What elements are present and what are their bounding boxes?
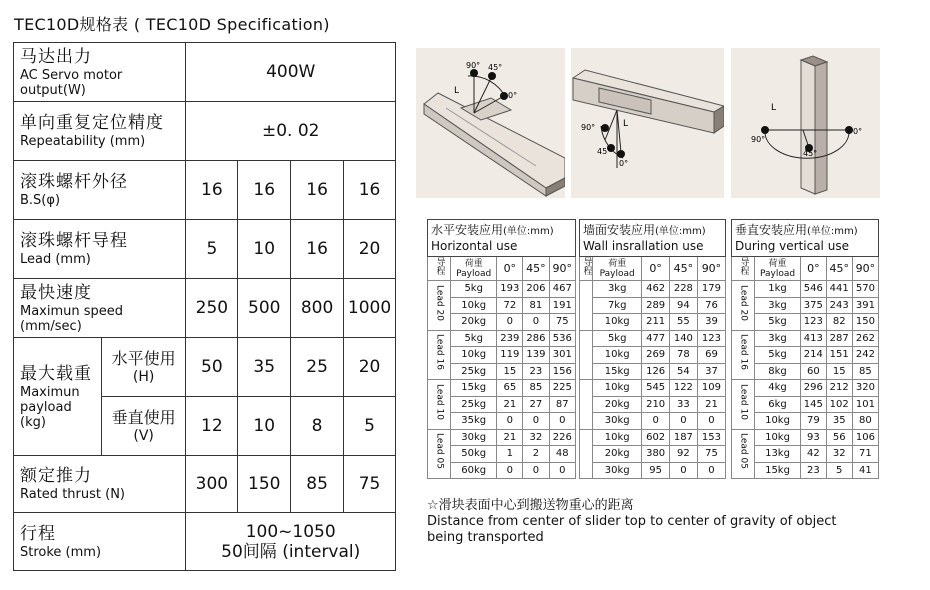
repeat-label-cn: 单向重复定位精度 <box>20 113 164 133</box>
table-unit: (单位:mm) <box>655 226 706 237</box>
distance-cell: 286 <box>523 330 549 347</box>
distance-cell: 27 <box>523 396 549 413</box>
payload-header-en: Payload <box>456 268 492 279</box>
payload-cell: 6kg <box>755 396 801 413</box>
payload-cell: 25kg <box>451 396 497 413</box>
payload-cell: 3kg <box>755 330 801 347</box>
payload-v-label: 垂直使用 <box>111 407 176 427</box>
distance-cell: 78 <box>669 347 697 364</box>
spec-row-payload-h <box>14 338 396 397</box>
table-title-cn: 垂直安装应用 <box>735 223 808 237</box>
distance-cell: 214 <box>801 347 827 364</box>
table-row <box>428 429 576 446</box>
bs-label-cn: 滚珠螺杆外径 <box>20 172 128 192</box>
payload-header-cn: 荷重 <box>464 258 483 269</box>
angle-0-label: 0° <box>853 127 863 136</box>
table-row <box>428 413 576 430</box>
page-title: TEC10D规格表 ( TEC10D Specification) <box>14 15 330 34</box>
distance-cell: 0 <box>497 314 523 331</box>
distance-note <box>427 498 836 546</box>
payload-cell: 1kg <box>755 281 801 298</box>
distance-cell: 0 <box>523 413 549 430</box>
distance-cell: 151 <box>826 347 852 364</box>
distance-cell: 80 <box>852 413 878 430</box>
table-row <box>580 347 726 364</box>
distance-cell: 145 <box>801 396 827 413</box>
stroke-interval: 50间隔 (interval) <box>221 541 361 562</box>
distance-cell: 139 <box>523 347 549 364</box>
distance-cell: 0 <box>697 462 725 479</box>
distance-cell: 41 <box>852 462 878 479</box>
distance-cell: 69 <box>697 347 725 364</box>
distance-cell: 262 <box>852 330 878 347</box>
table-row <box>580 314 726 331</box>
payload-h-value: 25 <box>291 338 344 397</box>
angle-90-label: 90° <box>581 123 596 132</box>
distance-cell: 0 <box>549 413 575 430</box>
vertical-mount-photo <box>731 48 880 198</box>
payload-cell: 5kg <box>451 330 497 347</box>
distance-cell: 23 <box>801 462 827 479</box>
payload-cell: 5kg <box>593 330 642 347</box>
table-row <box>428 281 576 298</box>
payload-cell: 5kg <box>451 281 497 298</box>
distance-cell: 0 <box>669 413 697 430</box>
table-row <box>732 380 879 397</box>
payload-cell: 5kg <box>755 347 801 364</box>
motor-label-cn: 马达出力 <box>20 46 92 67</box>
distance-cell: 21 <box>497 396 523 413</box>
distance-cell: 85 <box>852 363 878 380</box>
distance-cell: 153 <box>697 429 725 446</box>
payload-v-value: 8 <box>291 397 344 456</box>
table-title-en: Horizontal use <box>431 239 518 253</box>
table-row <box>732 347 879 364</box>
table-title-cn: 墙面安装应用 <box>583 223 656 237</box>
horizontal-mount-photo <box>416 48 565 198</box>
angle-90-header: 90° <box>697 257 725 281</box>
distance-cell: 0 <box>642 413 669 430</box>
table-row <box>580 396 726 413</box>
distance-cell: 602 <box>642 429 669 446</box>
motor-value: 400W <box>186 43 396 102</box>
distance-cell: 243 <box>826 297 852 314</box>
table-row <box>732 413 879 430</box>
table-row <box>428 297 576 314</box>
distance-cell: 106 <box>852 429 878 446</box>
table-unit: (单位:mm) <box>807 226 858 237</box>
distance-cell: 536 <box>549 330 575 347</box>
payload-h-en: (H) <box>132 368 155 385</box>
table-row <box>732 330 879 347</box>
payload-h-value: 50 <box>186 338 238 397</box>
distance-cell: 462 <box>642 281 669 298</box>
distance-cell: 0 <box>669 462 697 479</box>
bs-value: 16 <box>238 161 291 220</box>
lead-value: 10 <box>238 220 291 279</box>
table-row <box>428 314 576 331</box>
table-row <box>732 363 879 380</box>
table-row <box>580 363 726 380</box>
angle-90-header: 90° <box>549 257 575 281</box>
distance-cell: 32 <box>523 429 549 446</box>
stroke-label-en: Stroke (mm) <box>20 544 102 560</box>
distance-cell: 301 <box>549 347 575 364</box>
distance-cell: 21 <box>497 429 523 446</box>
angle-90-label: 90° <box>751 135 766 144</box>
payload-v-en: (V) <box>133 427 154 444</box>
distance-cell: 37 <box>697 363 725 380</box>
distance-cell: 33 <box>669 396 697 413</box>
distance-cell: 123 <box>697 330 725 347</box>
distance-cell: 5 <box>826 462 852 479</box>
spec-row-repeatability <box>14 102 396 161</box>
payload-v-value: 10 <box>238 397 291 456</box>
distance-cell: 570 <box>852 281 878 298</box>
table-title-cn: 水平安装应用 <box>431 223 504 237</box>
spec-table <box>13 42 396 571</box>
payload-h-value: 20 <box>344 338 396 397</box>
distance-cell: 79 <box>801 413 827 430</box>
distance-cell: 75 <box>549 314 575 331</box>
payload-h-value: 35 <box>238 338 291 397</box>
distance-cell: 242 <box>852 347 878 364</box>
lead-group-label: Lead 05 <box>738 433 749 470</box>
distance-l-label: L <box>771 103 777 113</box>
payload-header-en: Payload <box>759 268 796 279</box>
speed-label-en: Maximun speed (mm/sec) <box>20 303 124 334</box>
distance-cell: 545 <box>642 380 669 397</box>
table-row <box>428 347 576 364</box>
distance-cell: 0 <box>697 413 725 430</box>
repeat-label-en: Repeatability (mm) <box>20 134 146 149</box>
spec-row-bs <box>14 161 396 220</box>
thrust-label-en: Rated thrust (N) <box>20 487 125 502</box>
table-row <box>428 396 576 413</box>
speed-value: 500 <box>238 279 291 338</box>
lead-group-label: Lead 16 <box>738 334 749 371</box>
payload-header-cn: 荷重 <box>768 258 787 269</box>
table-row <box>732 314 879 331</box>
angle-45-label: 45° <box>488 63 503 72</box>
distance-cell: 140 <box>669 330 697 347</box>
payload-cell: 35kg <box>451 413 497 430</box>
lead-group-label: Lead 16 <box>434 334 445 371</box>
distance-cell: 375 <box>801 297 827 314</box>
payload-cell: 5kg <box>755 314 801 331</box>
table-row <box>428 330 576 347</box>
lead-value: 20 <box>344 220 396 279</box>
distance-cell: 42 <box>801 446 827 463</box>
distance-cell: 101 <box>852 396 878 413</box>
payload-cell: 15kg <box>755 462 801 479</box>
lead-group-label: Lead 10 <box>738 383 749 420</box>
payload-cell: 10kg <box>755 413 801 430</box>
angle-45-label: 45° <box>803 149 818 158</box>
distance-cell: 60 <box>801 363 827 380</box>
distance-cell: 191 <box>549 297 575 314</box>
thrust-label-cn: 额定推力 <box>20 466 92 486</box>
angle-45-header: 45° <box>523 257 549 281</box>
spec-row-lead <box>14 220 396 279</box>
distance-cell: 0 <box>549 462 575 479</box>
payload-cell: 10kg <box>593 429 642 446</box>
thrust-value: 85 <box>291 456 344 513</box>
distance-cell: 87 <box>549 396 575 413</box>
payload-cell: 10kg <box>451 347 497 364</box>
distance-cell: 546 <box>801 281 827 298</box>
distance-cell: 65 <box>497 380 523 397</box>
bs-value: 16 <box>291 161 344 220</box>
distance-cell: 72 <box>497 297 523 314</box>
distance-cell: 15 <box>497 363 523 380</box>
angle-90-header: 90° <box>852 257 878 281</box>
table-row <box>428 380 576 397</box>
payload-cell: 10kg <box>755 429 801 446</box>
bs-label-en: B.S(φ) <box>20 193 61 208</box>
distance-l-label: L <box>623 119 629 129</box>
speed-value: 1000 <box>344 279 396 338</box>
thrust-value: 75 <box>344 456 396 513</box>
distance-cell: 94 <box>669 297 697 314</box>
table-row <box>428 446 576 463</box>
motor-label-en: AC Servo motor output(W) <box>20 67 123 98</box>
table-row <box>732 429 879 446</box>
table-row <box>732 297 879 314</box>
table-row <box>580 281 726 298</box>
payload-cell: 10kg <box>451 297 497 314</box>
table-row <box>580 446 726 463</box>
angle-0-header: 0° <box>497 257 523 281</box>
payload-cell: 13kg <box>755 446 801 463</box>
distance-cell: 71 <box>852 446 878 463</box>
table-row <box>428 462 576 479</box>
lead-group-label: Lead 10 <box>434 383 445 420</box>
speed-label-cn: 最快速度 <box>20 282 92 303</box>
bs-value: 16 <box>344 161 396 220</box>
payload-cell: 3kg <box>755 297 801 314</box>
stroke-range: 100~1050 <box>245 521 336 542</box>
payload-cell: 20kg <box>593 446 642 463</box>
distance-cell: 109 <box>697 380 725 397</box>
payload-cell: 60kg <box>451 462 497 479</box>
angle-0-header: 0° <box>801 257 827 281</box>
distance-cell: 0 <box>497 462 523 479</box>
distance-cell: 76 <box>697 297 725 314</box>
table-row <box>732 396 879 413</box>
payload-cell: 8kg <box>755 363 801 380</box>
note-cn: ☆滑块表面中心到搬送物重心的距离 <box>427 498 634 513</box>
thrust-value: 150 <box>238 456 291 513</box>
distance-l-label: L <box>454 86 460 96</box>
distance-cell: 187 <box>669 429 697 446</box>
lead-value: 5 <box>186 220 238 279</box>
distance-cell: 239 <box>497 330 523 347</box>
spec-row-thrust <box>14 456 396 513</box>
table-row <box>580 429 726 446</box>
thrust-value: 300 <box>186 456 238 513</box>
note-en-line2: being transported <box>427 530 544 545</box>
wall-actuator-illustration <box>571 48 724 198</box>
distance-cell: 82 <box>826 314 852 331</box>
lead-value: 16 <box>291 220 344 279</box>
table-row <box>580 380 726 397</box>
payload-label-en1: Maximun <box>20 384 80 400</box>
distance-cell: 391 <box>852 297 878 314</box>
speed-value: 250 <box>186 279 238 338</box>
angle-45-header: 45° <box>826 257 852 281</box>
wall-mount-photo <box>571 48 724 198</box>
table-unit: (单位:mm) <box>503 226 554 237</box>
distance-cell: 102 <box>826 396 852 413</box>
distance-cell: 320 <box>852 380 878 397</box>
payload-cell: 15kg <box>451 380 497 397</box>
payload-cell: 10kg <box>593 380 642 397</box>
distance-cell: 206 <box>523 281 549 298</box>
angle-0-label: 0° <box>619 159 629 168</box>
payload-label-en2: payload (kg) <box>20 399 72 430</box>
distance-cell: 1 <box>497 446 523 463</box>
distance-cell: 92 <box>669 446 697 463</box>
distance-cell: 228 <box>669 281 697 298</box>
lead-group-label: Lead 20 <box>738 284 749 321</box>
distance-cell: 56 <box>826 429 852 446</box>
speed-value: 800 <box>291 279 344 338</box>
wall-use-table <box>579 219 726 479</box>
bs-value: 16 <box>186 161 238 220</box>
payload-cell: 30kg <box>593 413 642 430</box>
payload-cell: 30kg <box>451 429 497 446</box>
distance-cell: 226 <box>549 429 575 446</box>
payload-cell: 4kg <box>755 380 801 397</box>
distance-cell: 32 <box>826 446 852 463</box>
lead-header: 导程 <box>434 257 445 275</box>
payload-cell: 3kg <box>593 281 642 298</box>
table-row <box>580 330 726 347</box>
distance-cell: 296 <box>801 380 827 397</box>
repeat-value: ±0. 02 <box>186 102 396 161</box>
angle-0-header: 0° <box>642 257 669 281</box>
distance-cell: 150 <box>852 314 878 331</box>
distance-cell: 54 <box>669 363 697 380</box>
distance-cell: 0 <box>523 314 549 331</box>
table-row <box>580 297 726 314</box>
table-title-en: Wall insrallation use <box>583 239 704 253</box>
angle-0-label: 0° <box>508 91 518 100</box>
table-row <box>428 363 576 380</box>
angle-45-header: 45° <box>669 257 697 281</box>
distance-cell: 413 <box>801 330 827 347</box>
angle-90-label: 90° <box>466 61 481 70</box>
distance-cell: 380 <box>642 446 669 463</box>
table-title-en: During vertical use <box>735 239 849 253</box>
distance-cell: 477 <box>642 330 669 347</box>
distance-cell: 23 <box>523 363 549 380</box>
distance-cell: 193 <box>497 281 523 298</box>
payload-v-value: 12 <box>186 397 238 456</box>
lead-group-label: Lead 20 <box>434 284 445 321</box>
lead-label-en: Lead (mm) <box>20 252 91 267</box>
lead-header: 导程 <box>581 257 592 275</box>
distance-cell: 179 <box>697 281 725 298</box>
payload-cell: 25kg <box>451 363 497 380</box>
distance-cell: 0 <box>523 462 549 479</box>
distance-cell: 21 <box>697 396 725 413</box>
payload-cell: 50kg <box>451 446 497 463</box>
lead-group-label: Lead 05 <box>434 433 445 470</box>
payload-header-cn: 荷重 <box>608 258 627 269</box>
table-row <box>732 462 879 479</box>
payload-v-value: 5 <box>344 397 396 456</box>
distance-cell: 55 <box>669 314 697 331</box>
payload-cell: 30kg <box>593 462 642 479</box>
distance-cell: 212 <box>826 380 852 397</box>
distance-cell: 467 <box>549 281 575 298</box>
distance-cell: 48 <box>549 446 575 463</box>
distance-cell: 126 <box>642 363 669 380</box>
distance-cell: 81 <box>523 297 549 314</box>
payload-cell: 15kg <box>593 363 642 380</box>
distance-cell: 15 <box>826 363 852 380</box>
distance-cell: 39 <box>697 314 725 331</box>
distance-cell: 85 <box>523 380 549 397</box>
distance-cell: 441 <box>826 281 852 298</box>
distance-cell: 225 <box>549 380 575 397</box>
payload-h-label: 水平使用 <box>111 348 176 368</box>
distance-cell: 210 <box>642 396 669 413</box>
horizontal-actuator-illustration <box>416 48 565 198</box>
distance-cell: 2 <box>523 446 549 463</box>
angle-45-label: 45° <box>597 147 612 156</box>
payload-cell: 10kg <box>593 314 642 331</box>
payload-cell: 20kg <box>451 314 497 331</box>
note-en-line1: Distance from center of slider top to center of gravity of object <box>427 514 837 529</box>
distance-cell: 287 <box>826 330 852 347</box>
lead-label-cn: 滚珠螺杆导程 <box>20 231 128 251</box>
distance-cell: 95 <box>642 462 669 479</box>
table-row <box>732 281 879 298</box>
payload-cell: 10kg <box>593 347 642 364</box>
payload-label-cn: 最大载重 <box>20 363 92 384</box>
distance-cell: 35 <box>826 413 852 430</box>
vertical-actuator-illustration <box>731 48 880 198</box>
distance-cell: 289 <box>642 297 669 314</box>
spec-row-stroke <box>14 513 396 571</box>
distance-cell: 269 <box>642 347 669 364</box>
distance-cell: 93 <box>801 429 827 446</box>
distance-cell: 119 <box>497 347 523 364</box>
distance-cell: 156 <box>549 363 575 380</box>
table-row <box>580 462 726 479</box>
distance-cell: 0 <box>497 413 523 430</box>
horizontal-use-table <box>427 219 576 479</box>
table-row <box>732 446 879 463</box>
lead-header: 导程 <box>738 257 749 275</box>
payload-header-en: Payload <box>599 268 635 279</box>
distance-cell: 122 <box>669 380 697 397</box>
spec-row-speed <box>14 279 396 338</box>
vertical-use-table <box>731 219 879 479</box>
distance-cell: 211 <box>642 314 669 331</box>
payload-cell: 20kg <box>593 396 642 413</box>
distance-cell: 123 <box>801 314 827 331</box>
spec-row-motor <box>14 43 396 102</box>
payload-cell: 7kg <box>593 297 642 314</box>
stroke-label-cn: 行程 <box>20 523 56 544</box>
distance-cell: 75 <box>697 446 725 463</box>
table-row <box>580 413 726 430</box>
